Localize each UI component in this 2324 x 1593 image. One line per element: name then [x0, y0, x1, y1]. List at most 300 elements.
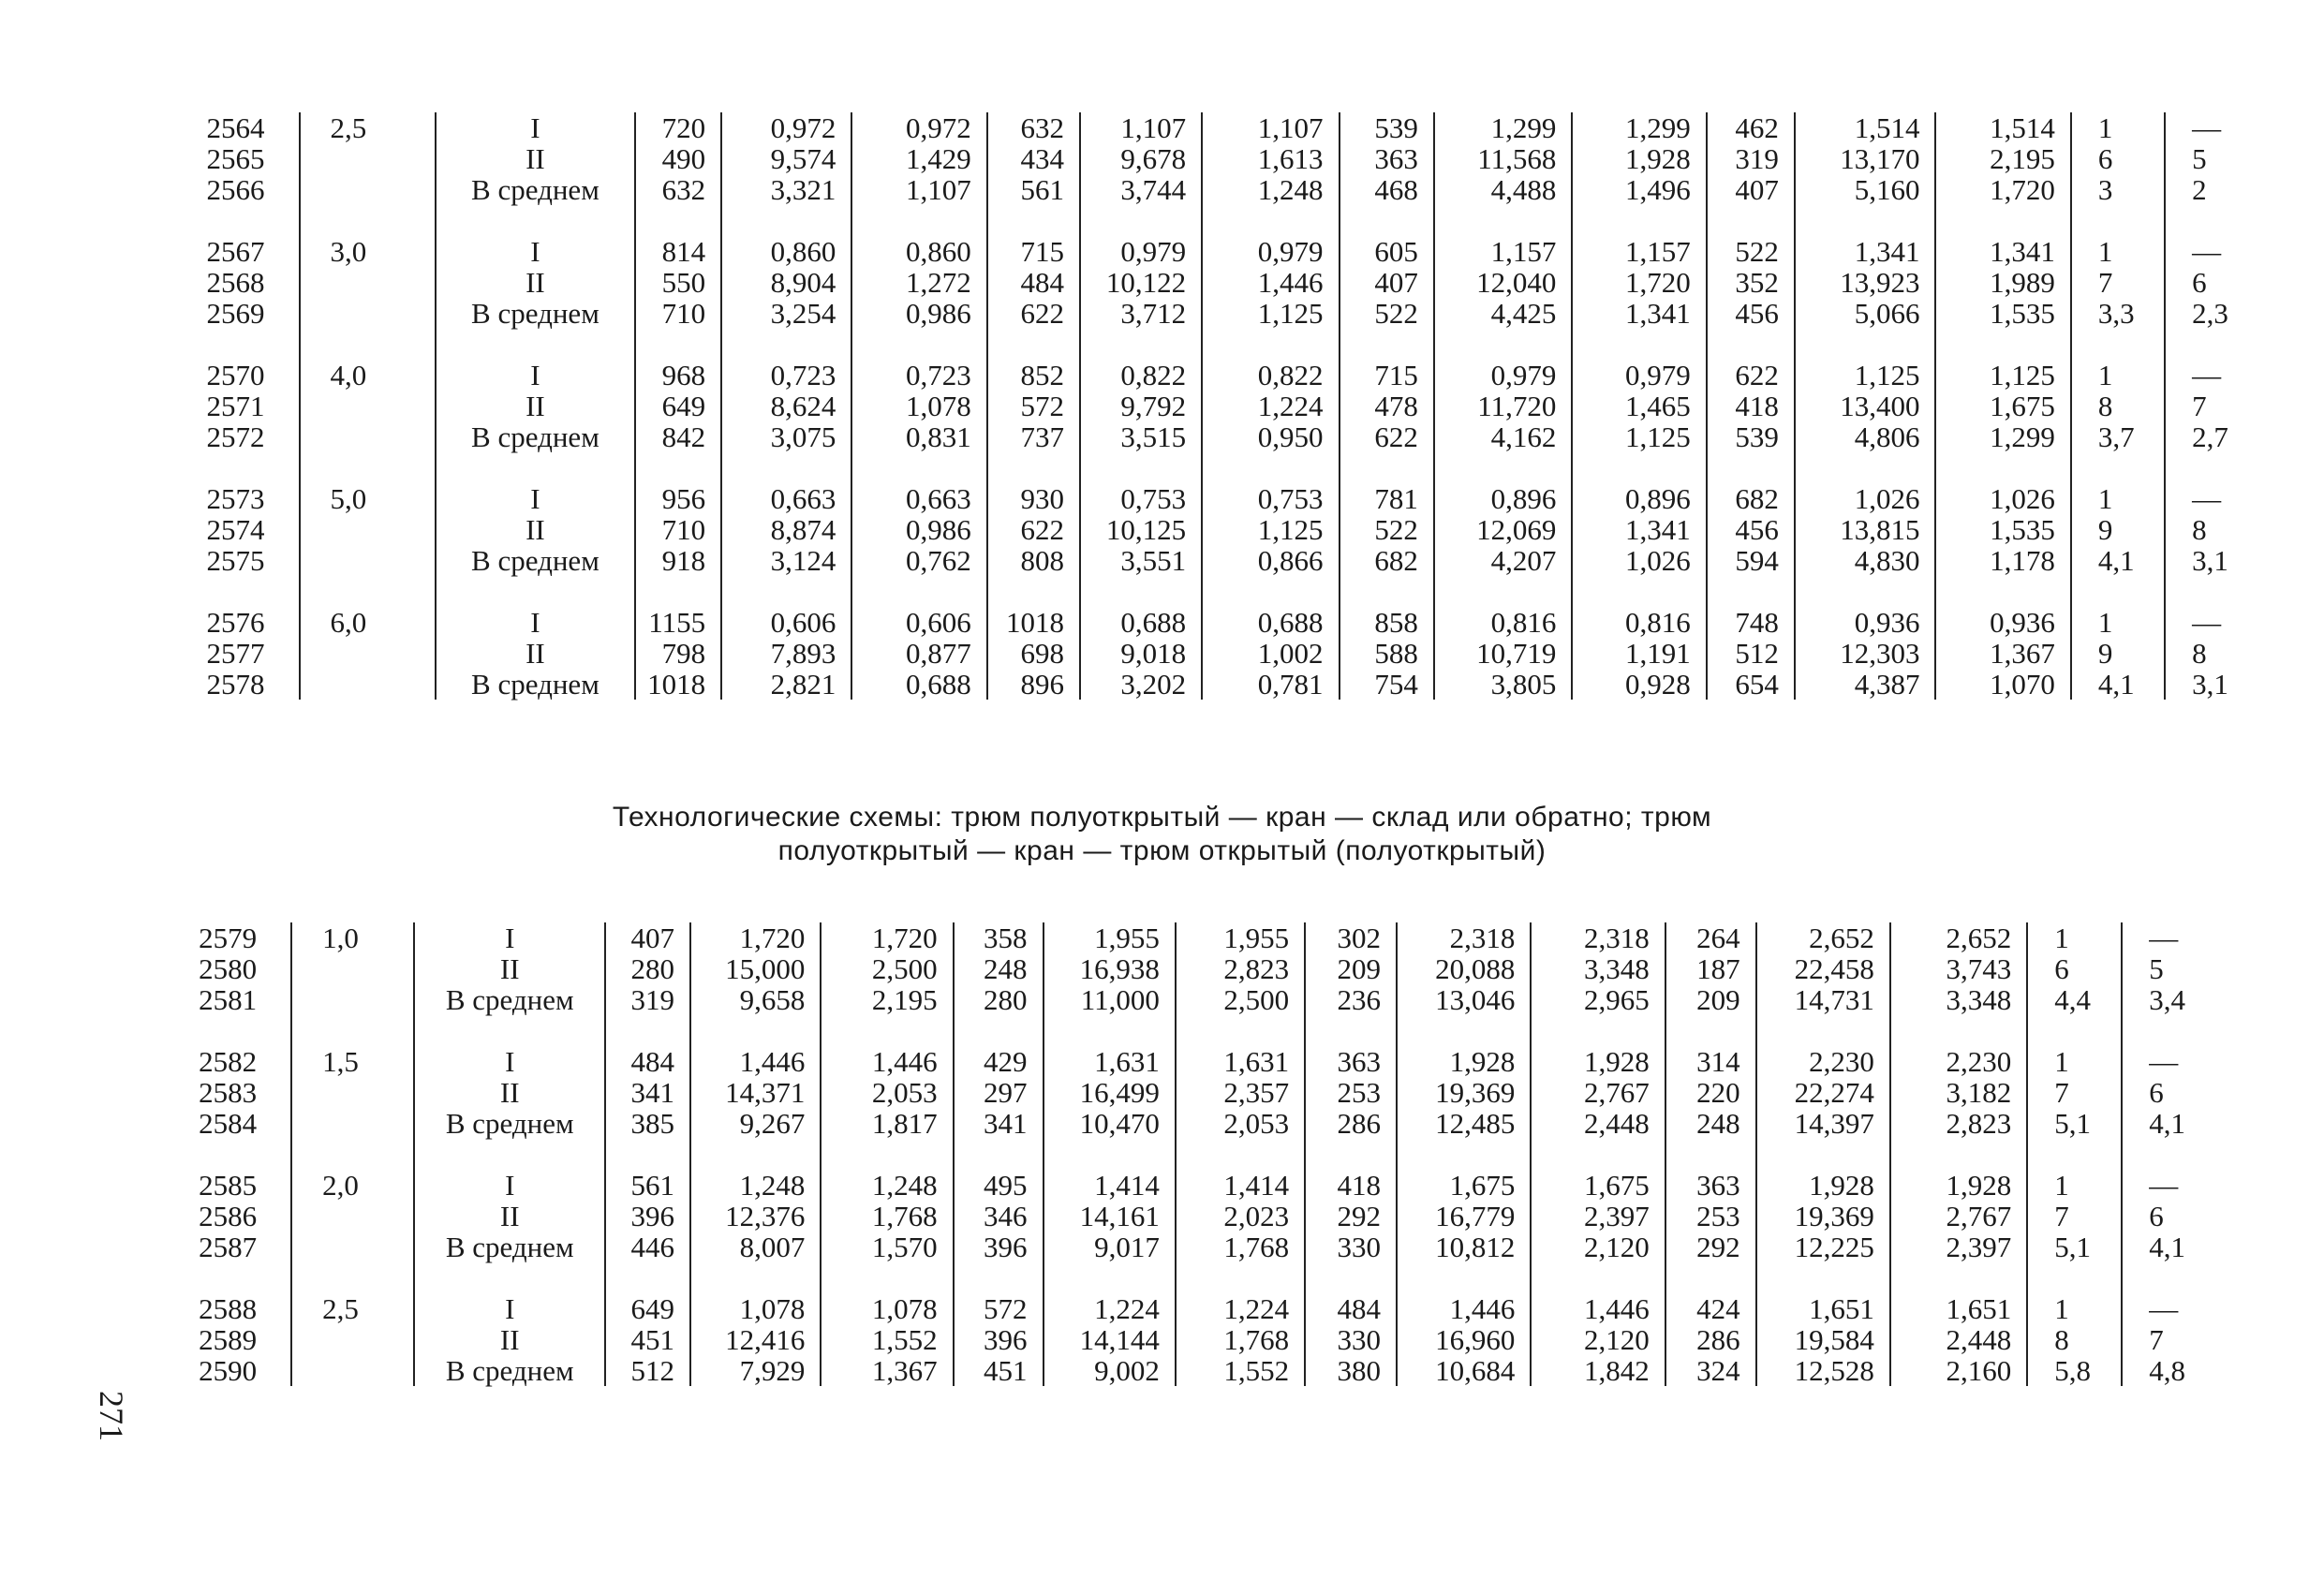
table-cell: В среднем: [436, 669, 635, 700]
table-cell: 0,979: [1202, 236, 1339, 267]
table-cell: 1,446: [690, 1046, 821, 1077]
table-cell: 3,4: [2122, 984, 2187, 1046]
caption-line-2: полуоткрытый — кран — трюм открытый (полуоткрытый): [777, 835, 1547, 866]
table-cell: 0,928: [1572, 669, 1706, 700]
table-cell: 248: [954, 953, 1044, 984]
table-cell: 1,026: [1572, 545, 1706, 607]
table-cell: 12,528: [1756, 1355, 1890, 1386]
table-cell: 358: [954, 922, 1044, 953]
table-cell: 968: [635, 360, 721, 391]
table-cell: 2572: [206, 420, 265, 453]
table-cell: 1,613: [1202, 143, 1339, 174]
table-cell: 588: [1340, 638, 1434, 669]
table-cell: 0,606: [851, 607, 986, 638]
table-cell: 2581: [199, 983, 258, 1016]
table-cell: [300, 298, 436, 360]
table-cell: 13,815: [1795, 514, 1936, 545]
table-cell: [291, 1108, 414, 1170]
table-cell: 2582: [199, 1045, 258, 1078]
table-cell: 2575: [206, 544, 265, 577]
table-cell: 0,979: [1572, 360, 1706, 391]
table-cell: 1,178: [1935, 545, 2070, 607]
table-row: [199, 638, 2194, 669]
table-cell: 1,125: [1935, 360, 2070, 391]
table-cell: 286: [1665, 1324, 1756, 1355]
table-cell: 14,397: [1756, 1108, 1890, 1170]
table-cell: 0,606: [721, 607, 851, 638]
table-cell: 2574: [206, 513, 265, 546]
table-cell: 2564: [206, 111, 265, 144]
table-cell: 1,026: [1795, 483, 1936, 514]
table-cell: 8,624: [721, 391, 851, 421]
table-cell: 1: [2027, 1046, 2122, 1077]
table-cell: 1,465: [1572, 391, 1706, 421]
table-cell: 7,929: [690, 1355, 821, 1386]
table-cell: 8: [2071, 391, 2165, 421]
table-cell: 1,224: [1176, 1293, 1305, 1324]
table-cell: 4,1: [2122, 1108, 2187, 1170]
table-cell: 0,762: [851, 545, 986, 607]
table-cell: 4,0: [300, 360, 436, 391]
table-cell: 622: [987, 298, 1080, 360]
table-cell: 956: [635, 483, 721, 514]
table-cell: 2,965: [1531, 984, 1665, 1046]
table-cell: 1,535: [1935, 514, 2070, 545]
table-cell: 1,535: [1935, 298, 2070, 360]
table-cell: 1,651: [1756, 1293, 1890, 1324]
table-cell: 407: [605, 922, 690, 953]
table-cell: 0,986: [851, 298, 986, 360]
table-cell: 1,928: [1572, 143, 1706, 174]
table-cell: 10,122: [1080, 267, 1202, 298]
table-cell: 14,731: [1756, 984, 1890, 1046]
table-cell: 2579: [199, 922, 258, 954]
table-cell: 1,955: [1044, 922, 1176, 953]
table-cell: 0,896: [1434, 483, 1572, 514]
table-cell: 0,688: [851, 669, 986, 700]
table-cell: 2580: [199, 952, 258, 985]
table-cell: 330: [1305, 1324, 1397, 1355]
table-cell: 12,416: [690, 1324, 821, 1355]
table-cell: 2,397: [1531, 1201, 1665, 1232]
table-cell: 3,348: [1531, 953, 1665, 984]
table-cell: 6: [2071, 143, 2165, 174]
table-cell: 341: [954, 1108, 1044, 1170]
table-cell: 561: [987, 174, 1080, 236]
table-cell: 434: [987, 143, 1080, 174]
table-cell: 1,570: [821, 1232, 953, 1293]
table-cell: 3,743: [1890, 953, 2027, 984]
table-cell: 5,066: [1795, 298, 1936, 360]
table-cell: 253: [1665, 1201, 1756, 1232]
table-row: [199, 112, 2194, 143]
table-cell: —: [2165, 607, 2194, 638]
table-cell: 8,904: [721, 267, 851, 298]
table-cell: 9: [2071, 514, 2165, 545]
table-cell: 4,425: [1434, 298, 1572, 360]
table-cell: 4,207: [1434, 545, 1572, 607]
table-cell: 622: [1340, 421, 1434, 483]
table-cell: 13,923: [1795, 267, 1936, 298]
table-cell: 451: [605, 1324, 690, 1355]
table-cell: [300, 514, 436, 545]
table-cell: 3,348: [1890, 984, 2027, 1046]
table-cell: 5,8: [2027, 1355, 2122, 1386]
table-cell: [291, 984, 414, 1046]
table-cell: 3,202: [1080, 669, 1202, 700]
table-cell: 632: [635, 174, 721, 236]
table-cell: 1,125: [1202, 298, 1339, 360]
table-cell: 539: [1707, 421, 1795, 483]
table-cell: 0,688: [1202, 607, 1339, 638]
table-cell: I: [436, 483, 635, 514]
table-cell: 3,1: [2165, 545, 2194, 607]
table-cell: 280: [954, 984, 1044, 1046]
table-cell: 0,723: [851, 360, 986, 391]
table-cell: 2,821: [721, 669, 851, 700]
table-cell: 1,651: [1890, 1293, 2027, 1324]
table-cell: 2583: [199, 1076, 258, 1109]
table-cell: 0,866: [1202, 545, 1339, 607]
table-cell: 424: [1665, 1293, 1756, 1324]
table-cell: 1,367: [1935, 638, 2070, 669]
table-cell: 0,753: [1080, 483, 1202, 514]
table-cell: 1,070: [1935, 669, 2070, 700]
table-row: [183, 953, 2187, 984]
table-cell: 5,0: [300, 483, 436, 514]
table-cell: 715: [1340, 360, 1434, 391]
table-cell: 0,896: [1572, 483, 1706, 514]
table-cell: 1,514: [1795, 112, 1936, 143]
table-cell: 429: [954, 1046, 1044, 1077]
table-cell: 649: [635, 391, 721, 421]
table-cell: —: [2165, 483, 2194, 514]
table-cell: [291, 1201, 414, 1232]
table-cell: 2,767: [1890, 1201, 2027, 1232]
table-cell: 22,274: [1756, 1077, 1890, 1108]
table-cell: 209: [1305, 953, 1397, 984]
table-cell: 1,107: [1202, 112, 1339, 143]
table-cell: 13,046: [1397, 984, 1531, 1046]
table-cell: 0,723: [721, 360, 851, 391]
table-cell: 1,842: [1531, 1355, 1665, 1386]
table-cell: 2,652: [1890, 922, 2027, 953]
table-cell: 484: [1305, 1293, 1397, 1324]
table-cell: 341: [605, 1077, 690, 1108]
table-row: [199, 391, 2194, 421]
table-cell: 1,078: [821, 1293, 953, 1324]
table-cell: 4,8: [2122, 1355, 2187, 1386]
table-cell: 2,053: [1176, 1108, 1305, 1170]
table-cell: 248: [1665, 1108, 1756, 1170]
table-cell: 1,720: [1935, 174, 2070, 236]
table-cell: 7: [2165, 391, 2194, 421]
table-cell: 2,0: [291, 1170, 414, 1201]
table-row: [199, 267, 2194, 298]
table-row: [199, 174, 2194, 236]
table-cell: 2,195: [821, 984, 953, 1046]
table-cell: 2,230: [1756, 1046, 1890, 1077]
table-cell: II: [414, 1324, 605, 1355]
table-cell: 1,496: [1572, 174, 1706, 236]
table-cell: [291, 1077, 414, 1108]
table-cell: 1,224: [1044, 1293, 1176, 1324]
table-cell: 3,3: [2071, 298, 2165, 360]
table-cell: 698: [987, 638, 1080, 669]
table-row: [199, 607, 2194, 638]
table-cell: 1,125: [1795, 360, 1936, 391]
table-cell: 918: [635, 545, 721, 607]
table-cell: 324: [1665, 1355, 1756, 1386]
table-cell: 572: [987, 391, 1080, 421]
table-cell: 1,631: [1176, 1046, 1305, 1077]
table-cell: 1,429: [851, 143, 986, 174]
table-cell: 1,026: [1935, 483, 2070, 514]
table-cell: 16,960: [1397, 1324, 1531, 1355]
table-cell: 396: [954, 1232, 1044, 1293]
table-cell: 4,4: [2027, 984, 2122, 1046]
table-cell: 1,0: [291, 922, 414, 953]
table-cell: 314: [1665, 1046, 1756, 1077]
table-cell: 1,817: [821, 1108, 953, 1170]
table-cell: 2,023: [1176, 1201, 1305, 1232]
table-cell: 1,191: [1572, 638, 1706, 669]
table-cell: 352: [1707, 267, 1795, 298]
table-cell: 2588: [199, 1292, 258, 1325]
table-cell: 385: [605, 1108, 690, 1170]
table-row: [199, 483, 2194, 514]
table-cell: [300, 421, 436, 483]
table-cell: II: [436, 267, 635, 298]
table-cell: 1,720: [821, 922, 953, 953]
table-cell: 852: [987, 360, 1080, 391]
table-cell: 363: [1340, 143, 1434, 174]
table-cell: 0,781: [1202, 669, 1339, 700]
table-cell: 1,248: [1202, 174, 1339, 236]
table-cell: 632: [987, 112, 1080, 143]
table-cell: 1: [2071, 236, 2165, 267]
table-cell: 6: [2027, 953, 2122, 984]
table-cell: 1,107: [1080, 112, 1202, 143]
table-cell: I: [436, 360, 635, 391]
table-cell: 4,1: [2071, 545, 2165, 607]
table-cell: 1,446: [1531, 1293, 1665, 1324]
table-cell: 594: [1707, 545, 1795, 607]
table-cell: 3,124: [721, 545, 851, 607]
table-cell: 0,979: [1434, 360, 1572, 391]
table-cell: 19,369: [1756, 1201, 1890, 1232]
table-cell: В среднем: [414, 1355, 605, 1386]
data-table-bottom: [183, 922, 2187, 1386]
table-cell: 2,448: [1531, 1108, 1665, 1170]
table-cell: 550: [635, 267, 721, 298]
table-cell: 456: [1707, 298, 1795, 360]
table-cell: 1,514: [1935, 112, 2070, 143]
table-cell: 19,369: [1397, 1077, 1531, 1108]
table-cell: В среднем: [436, 421, 635, 483]
table-cell: 1,078: [690, 1293, 821, 1324]
table-cell: —: [2122, 1170, 2187, 1201]
table-cell: 418: [1305, 1170, 1397, 1201]
table-cell: 1,552: [821, 1324, 953, 1355]
table-cell: 0,688: [1080, 607, 1202, 638]
table-cell: 8: [2165, 514, 2194, 545]
table-cell: 209: [1665, 984, 1756, 1046]
table-cell: 3,321: [721, 174, 851, 236]
table-cell: 2,823: [1176, 953, 1305, 984]
table-cell: 16,499: [1044, 1077, 1176, 1108]
table-cell: I: [436, 607, 635, 638]
table-cell: В среднем: [414, 1232, 605, 1293]
table-row: [199, 143, 2194, 174]
table-row: [183, 1355, 2187, 1386]
table-cell: 2568: [206, 266, 265, 299]
table-cell: 1,552: [1176, 1355, 1305, 1386]
table-cell: 0,986: [851, 514, 986, 545]
table-cell: 2,3: [2165, 298, 2194, 360]
table-cell: В среднем: [436, 545, 635, 607]
table-cell: 2,160: [1890, 1355, 2027, 1386]
table-cell: 2566: [206, 173, 265, 206]
table-cell: 12,040: [1434, 267, 1572, 298]
table-cell: 2,120: [1531, 1324, 1665, 1355]
table-row: [199, 421, 2194, 483]
table-cell: 9: [2071, 638, 2165, 669]
table-cell: 3,744: [1080, 174, 1202, 236]
table-cell: 2: [2165, 174, 2194, 236]
table-cell: 10,470: [1044, 1108, 1176, 1170]
table-row: [199, 669, 2194, 700]
table-cell: 9,658: [690, 984, 821, 1046]
table-cell: 7,893: [721, 638, 851, 669]
table-cell: 10,684: [1397, 1355, 1531, 1386]
table-cell: 1,675: [1531, 1170, 1665, 1201]
table-cell: 6: [2122, 1201, 2187, 1232]
table-cell: —: [2165, 112, 2194, 143]
table-cell: 292: [1665, 1232, 1756, 1293]
table-cell: 1,299: [1935, 421, 2070, 483]
table-cell: 1,720: [1572, 267, 1706, 298]
table-cell: 858: [1340, 607, 1434, 638]
table-cell: I: [414, 1046, 605, 1077]
table-cell: 814: [635, 236, 721, 267]
table-cell: II: [414, 1201, 605, 1232]
table-cell: 3,0: [300, 236, 436, 267]
table-cell: 1,955: [1176, 922, 1305, 953]
table-cell: 9,018: [1080, 638, 1202, 669]
table-cell: 1,768: [1176, 1324, 1305, 1355]
table-cell: 715: [987, 236, 1080, 267]
table-cell: В среднем: [414, 1108, 605, 1170]
table-cell: В среднем: [436, 174, 635, 236]
table-cell: 1,248: [821, 1170, 953, 1201]
table-cell: [291, 1232, 414, 1293]
table-cell: 9,574: [721, 143, 851, 174]
table-cell: 286: [1305, 1108, 1397, 1170]
table-row: [199, 514, 2194, 545]
table-cell: 0,831: [851, 421, 986, 483]
table-cell: 456: [1707, 514, 1795, 545]
table-cell: 2,5: [291, 1293, 414, 1324]
table-cell: 2576: [206, 606, 265, 639]
table-cell: 654: [1707, 669, 1795, 700]
table-cell: 0,753: [1202, 483, 1339, 514]
table-cell: 478: [1340, 391, 1434, 421]
table-cell: 0,822: [1080, 360, 1202, 391]
table-cell: 280: [605, 953, 690, 984]
table-cell: 1: [2027, 1170, 2122, 1201]
table-cell: 1: [2027, 1293, 2122, 1324]
table-cell: 1,446: [821, 1046, 953, 1077]
table-cell: 13,170: [1795, 143, 1936, 174]
table-cell: 896: [987, 669, 1080, 700]
table-cell: 484: [987, 267, 1080, 298]
table-cell: 0,822: [1202, 360, 1339, 391]
table-cell: 2,318: [1397, 922, 1531, 953]
table-cell: 842: [635, 421, 721, 483]
table-cell: 1,446: [1397, 1293, 1531, 1324]
table-cell: 297: [954, 1077, 1044, 1108]
table-row: [199, 298, 2194, 360]
table-cell: 737: [987, 421, 1080, 483]
table-cell: 572: [954, 1293, 1044, 1324]
table-cell: 754: [1340, 669, 1434, 700]
table-cell: 292: [1305, 1201, 1397, 1232]
table-row: [183, 922, 2187, 953]
table-row: [183, 984, 2187, 1046]
table-cell: 6,0: [300, 607, 436, 638]
table-cell: 1,446: [1202, 267, 1339, 298]
table-cell: 13,400: [1795, 391, 1936, 421]
table-cell: 9,017: [1044, 1232, 1176, 1293]
table-cell: 522: [1340, 298, 1434, 360]
table-cell: [300, 143, 436, 174]
table-cell: 14,371: [690, 1077, 821, 1108]
table-cell: 2,357: [1176, 1077, 1305, 1108]
table-cell: II: [436, 514, 635, 545]
table-cell: 468: [1340, 174, 1434, 236]
table-cell: 0,936: [1935, 607, 2070, 638]
table-cell: 7: [2122, 1324, 2187, 1355]
table-cell: 781: [1340, 483, 1434, 514]
table-cell: 0,972: [851, 112, 986, 143]
table-cell: 649: [605, 1293, 690, 1324]
table-cell: 446: [605, 1232, 690, 1293]
table-cell: 2,7: [2165, 421, 2194, 483]
table-cell: 1,341: [1795, 236, 1936, 267]
table-caption: [0, 801, 2324, 868]
table-cell: 1155: [635, 607, 721, 638]
table-cell: 1,272: [851, 267, 986, 298]
table-cell: 1,125: [1202, 514, 1339, 545]
table-cell: 0,663: [721, 483, 851, 514]
table-cell: 1,631: [1044, 1046, 1176, 1077]
table-cell: 0,877: [851, 638, 986, 669]
table-cell: [300, 174, 436, 236]
table-cell: [291, 1324, 414, 1355]
table-cell: 2,500: [821, 953, 953, 984]
table-cell: 1018: [987, 607, 1080, 638]
table-cell: 4,1: [2071, 669, 2165, 700]
table-cell: 14,161: [1044, 1201, 1176, 1232]
table-cell: 9,678: [1080, 143, 1202, 174]
table-cell: 5: [2122, 953, 2187, 984]
table-cell: 1,341: [1935, 236, 2070, 267]
table-cell: 1018: [635, 669, 721, 700]
table-cell: 1,414: [1176, 1170, 1305, 1201]
table-cell: 22,458: [1756, 953, 1890, 984]
table-cell: 5,160: [1795, 174, 1936, 236]
